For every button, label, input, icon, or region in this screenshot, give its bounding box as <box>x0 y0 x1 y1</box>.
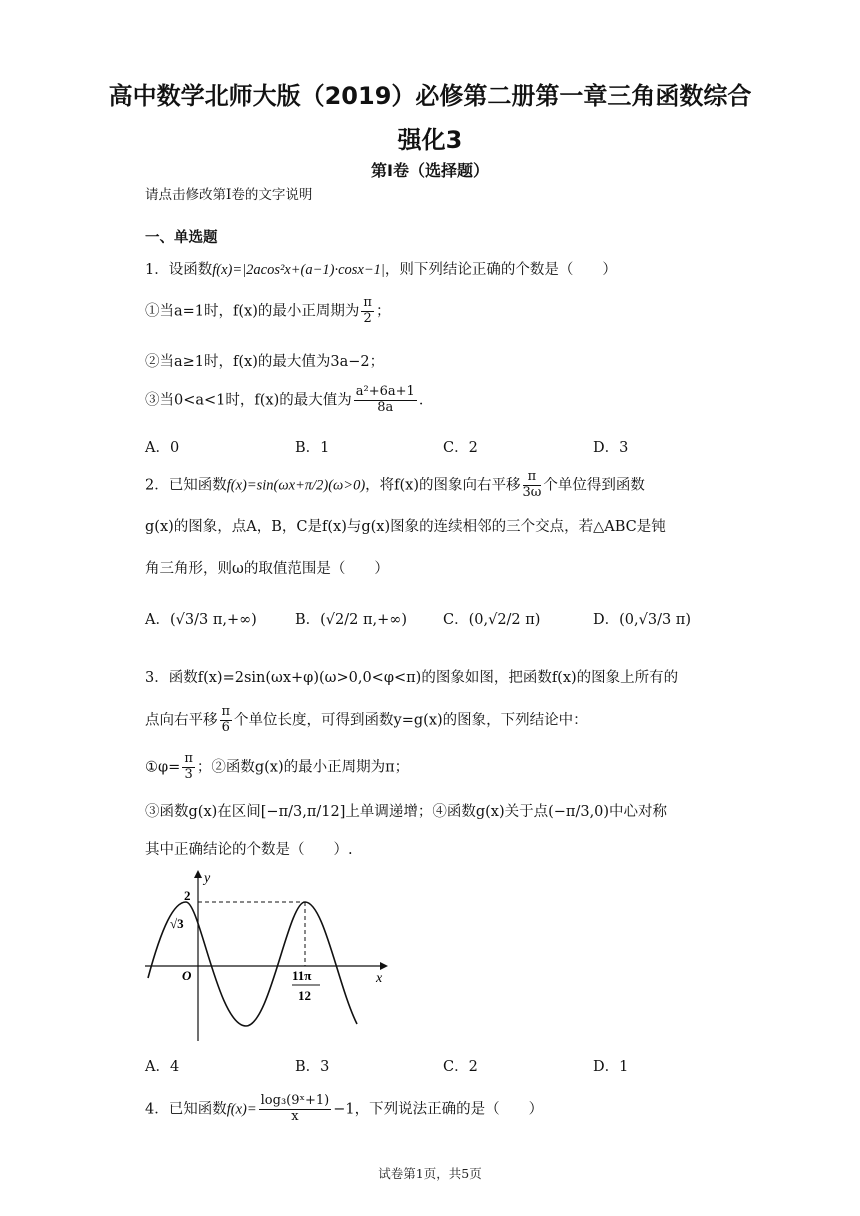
q1-stem-prefix: 1．设函数 <box>145 262 213 278</box>
q2-shift-num: π <box>523 470 542 486</box>
document-title-line1: 高中数学北师大版（2019）必修第二册第一章三角函数综合 <box>108 82 752 110</box>
q1-option-d: D．3 <box>593 440 629 456</box>
q3-phi-den: 3 <box>184 766 193 782</box>
q1-item3-text: ③当0<a<1时，f(x)的最大值为 <box>145 392 352 409</box>
origin-label: O <box>182 968 192 983</box>
q1-item3 <box>145 385 433 416</box>
q2-line1-a: 2．已知函数 <box>145 477 227 494</box>
q1-stem <box>145 258 617 279</box>
q3-line3-a: ①φ= <box>145 759 181 776</box>
volume-subtitle: 第I卷（选择题） <box>371 161 489 180</box>
q4-stem-suffix: ，下列说法正确的是（ ） <box>354 1101 544 1118</box>
q3-shift-fraction <box>220 705 233 736</box>
q2-option-b: B．(√2/2 π,+∞) <box>295 612 408 628</box>
q4-fraction <box>259 1094 332 1125</box>
q3-line4: ③函数g(x)在区间[−π/3,π/12]上单调递增；④函数g(x)关于点(−π/3,0)中心对称 <box>145 804 668 820</box>
q2-line3: 角三角形，则ω的取值范围是（ ） <box>145 561 389 577</box>
volume-note: 请点击修改第I卷的文字说明 <box>145 187 313 203</box>
document-title-line2: 强化3 <box>397 126 463 154</box>
q2-option-c: C．(0,√2/2 π) <box>443 612 541 628</box>
y-intercept-label: √3 <box>170 916 184 931</box>
q3-phi-fraction <box>182 752 195 783</box>
y-axis-arrow <box>194 870 202 878</box>
y-axis-label: y <box>204 871 211 886</box>
section-heading: 一、单选题 <box>145 230 218 246</box>
q1-item3-end: ． <box>418 392 434 409</box>
q2-line2: g(x)的图象，点A，B，C是f(x)与g(x)图象的连续相邻的三个交点，若△ABC是钝 <box>145 519 666 535</box>
q1-item3-num: a²+6a+1 <box>355 384 415 399</box>
q2-option-d: D．(0,√3/3 π) <box>593 612 691 628</box>
q4-stem <box>145 1094 543 1125</box>
q1-option-b: B．1 <box>295 440 330 456</box>
x-axis-label: x <box>376 971 383 986</box>
q1-item1-end: ； <box>375 303 391 320</box>
x-tick-denominator: 12 <box>298 988 311 1003</box>
q4-den: x <box>291 1108 299 1124</box>
x-axis-arrow <box>380 962 388 970</box>
q1-item1-den: 2 <box>363 310 372 326</box>
max-value-label: 2 <box>184 888 191 903</box>
q4-num: log₃(9ˣ+1) <box>260 1093 330 1108</box>
q1-option-c: C．2 <box>443 440 478 456</box>
q2-line1-c: 个单位得到函数 <box>543 477 645 494</box>
q1-item3-den: 8a <box>377 399 394 415</box>
q1-stem-suffix: ，则下列结论正确的个数是（ ） <box>384 262 617 278</box>
q3-line3-b: ；②函数g(x)的最小正周期为π； <box>196 759 410 776</box>
q2-option-a: A．(√3/3 π,+∞) <box>145 612 257 628</box>
q3-option-b: B．3 <box>295 1059 330 1075</box>
q3-line5: 其中正确结论的个数是（ ）. <box>145 842 353 858</box>
q2-line1-b: ，将f(x)的图象向右平移 <box>365 477 521 494</box>
q3-shift-num: π <box>221 704 231 719</box>
x-tick-numerator: 11π <box>292 968 312 983</box>
q3-line2 <box>145 705 588 736</box>
q2-shift-den: 3ω <box>522 484 542 500</box>
q3-shift-den: 6 <box>221 719 230 735</box>
q3-line2-a: 点向右平移 <box>145 712 218 729</box>
q4-func-tail: −1 <box>333 1101 355 1118</box>
q3-option-a: A．4 <box>145 1059 180 1075</box>
q2-line1 <box>145 470 645 501</box>
q1-item3-fraction <box>354 385 417 416</box>
page-footer: 试卷第1页，共5页 <box>378 1166 482 1181</box>
q4-func-lhs: f(x)= <box>226 1101 257 1118</box>
q3-sine-graph <box>140 866 395 1046</box>
q1-item2: ②当a≥1时，f(x)的最大值为3a−2； <box>145 354 385 370</box>
q2-line1-formula: f(x)=sin(ωx+π/2)(ω>0) <box>226 477 366 494</box>
q3-line3 <box>145 752 409 783</box>
q3-phi-num: π <box>184 751 193 766</box>
q1-item1-num: π <box>363 295 372 310</box>
q1-stem-formula: f(x)=|2acos²x+(a−1)·cosx−1| <box>212 262 385 278</box>
q3-line2-b: 个单位长度，可得到函数y=g(x)的图象，下列结论中： <box>234 712 588 729</box>
q3-option-d: D．1 <box>593 1059 629 1075</box>
q1-item1 <box>145 296 390 327</box>
q1-item1-text: ①当a=1时，f(x)的最小正周期为 <box>145 303 360 320</box>
q4-stem-prefix: 4．已知函数 <box>145 1101 227 1118</box>
q2-shift-fraction <box>523 470 542 501</box>
q3-option-c: C．2 <box>443 1059 478 1075</box>
q1-option-a: A．0 <box>145 440 180 456</box>
q1-item1-fraction <box>361 296 374 327</box>
q3-line1: 3．函数f(x)=2sin(ωx+φ)(ω>0,0<φ<π)的图象如图，把函数f(x)的图象上所有的 <box>145 670 679 686</box>
